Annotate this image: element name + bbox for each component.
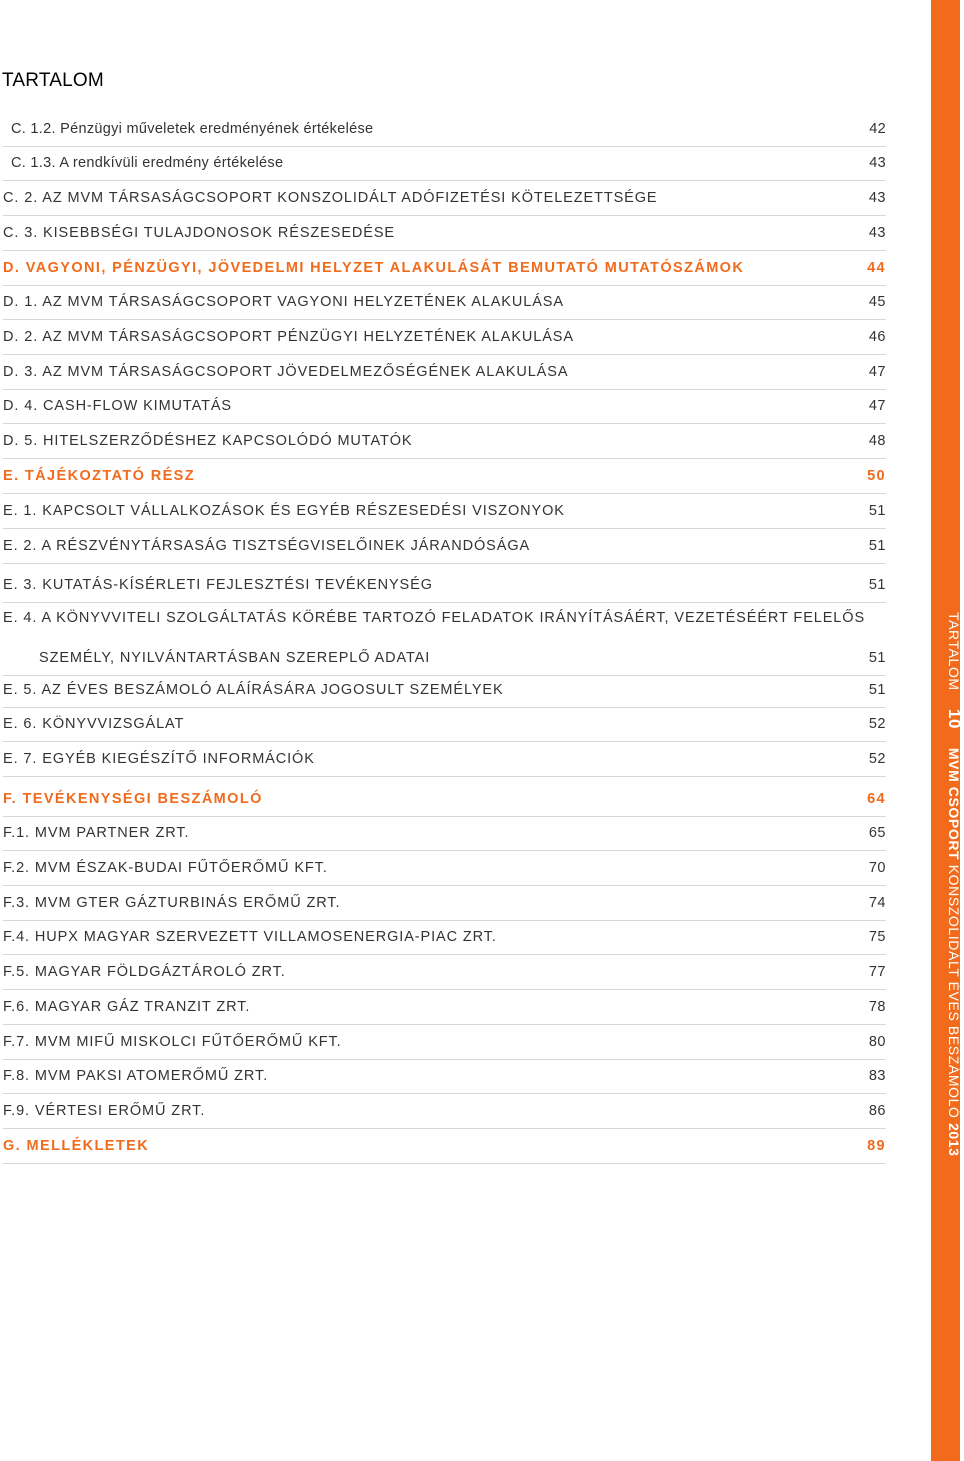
toc-section-page: 50 bbox=[867, 468, 886, 484]
toc-entry-page: 43 bbox=[869, 155, 886, 171]
toc-entry-label-continued: SZEMÉLY, NYILVÁNTARTÁSBAN SZEREPLŐ ADATAI bbox=[39, 650, 431, 666]
toc-section[interactable] bbox=[3, 253, 886, 286]
toc-entry[interactable] bbox=[3, 1027, 886, 1060]
toc-entry-label: F.3. MVM GTER GÁZTURBINÁS ERŐMŰ ZRT. bbox=[3, 895, 341, 911]
toc-entry-page: 86 bbox=[868, 1103, 886, 1119]
toc-entry-label: D. 3. AZ MVM TÁRSASÁGCSOPORT JÖVEDELMEZŐSÉGÉNEK ALAKULÁSA bbox=[3, 364, 569, 380]
toc-entry-page: 51 bbox=[868, 682, 886, 698]
toc-entry-page: 47 bbox=[868, 398, 886, 414]
toc-entry[interactable] bbox=[3, 992, 886, 1025]
toc-entry-label: F.8. MVM PAKSI ATOMERŐMŰ ZRT. bbox=[3, 1068, 269, 1084]
sidebar-report-title: KONSZOLIDÁLT ÉVES BESZÁMOLÓ bbox=[946, 864, 962, 1119]
toc-entry-label: C. 1.2. Pénzügyi műveletek eredményének értékelése bbox=[11, 121, 374, 137]
toc-entry-label: E. 3. KUTATÁS-KÍSÉRLETI FEJLESZTÉSI TEVÉKENYSÉG bbox=[3, 577, 433, 593]
toc-entry-label: F.9. VÉRTESI ERŐMŰ ZRT. bbox=[3, 1103, 206, 1119]
toc-entry-label: E. 4. A KÖNYVVITELI SZOLGÁLTATÁS KÖRÉBE TARTOZÓ FELADATOK IRÁNYÍTÁSÁÉRT, VEZETÉSÉÉRT FELELŐS bbox=[3, 610, 866, 626]
toc-entry-label: F.6. MAGYAR GÁZ TRANZIT ZRT. bbox=[3, 999, 251, 1015]
toc-entry-page: 43 bbox=[868, 190, 886, 206]
toc-entry-label: D. 4. CASH-FLOW KIMUTATÁS bbox=[3, 398, 233, 414]
toc-entry-page: 83 bbox=[868, 1068, 886, 1084]
toc-entry-page: 77 bbox=[868, 964, 886, 980]
toc-entry-label: D. 2. AZ MVM TÁRSASÁGCSOPORT PÉNZÜGYI HELYZETÉNEK ALAKULÁSA bbox=[3, 329, 574, 345]
toc-section-label: F. TEVÉKENYSÉGI BESZÁMOLÓ bbox=[3, 791, 263, 807]
toc-entry-page: 42 bbox=[869, 121, 886, 137]
toc-section[interactable] bbox=[3, 1131, 886, 1164]
toc-entry[interactable] bbox=[3, 183, 886, 216]
toc-entry[interactable] bbox=[3, 218, 886, 251]
toc-entry-page: 46 bbox=[868, 329, 886, 345]
toc-entry-page: 65 bbox=[868, 825, 886, 841]
toc-entry-page: 51 bbox=[868, 538, 886, 554]
toc-entry[interactable] bbox=[3, 675, 886, 708]
toc-section[interactable] bbox=[3, 461, 886, 494]
toc-entry-label: D. 5. HITELSZERZŐDÉSHEZ KAPCSOLÓDÓ MUTATÓK bbox=[3, 433, 413, 449]
toc-entry-page: 51 bbox=[868, 650, 886, 666]
toc-entry[interactable] bbox=[3, 709, 886, 742]
toc-entry[interactable] bbox=[3, 744, 886, 777]
toc-entry[interactable] bbox=[3, 606, 886, 676]
toc-entry[interactable] bbox=[3, 322, 886, 355]
toc-entry[interactable] bbox=[3, 391, 886, 424]
toc-section-label: E. TÁJÉKOZTATÓ RÉSZ bbox=[3, 468, 196, 484]
toc-entry[interactable] bbox=[3, 114, 886, 147]
toc-entry[interactable] bbox=[3, 357, 886, 390]
toc-entry-page: 75 bbox=[868, 929, 886, 945]
toc-entry-label: E. 5. AZ ÉVES BESZÁMOLÓ ALÁÍRÁSÁRA JOGOSULT SZEMÉLYEK bbox=[3, 682, 504, 698]
toc-entry[interactable] bbox=[3, 888, 886, 921]
toc-section-label: G. MELLÉKLETEK bbox=[3, 1138, 150, 1154]
toc-entry-page: 80 bbox=[868, 1034, 886, 1050]
toc-entry[interactable] bbox=[3, 148, 886, 181]
toc-entry-page: 43 bbox=[868, 225, 886, 241]
toc-entry-page: 70 bbox=[868, 860, 886, 876]
toc-entry-label: C. 2. AZ MVM TÁRSASÁGCSOPORT KONSZOLIDÁLT ADÓFIZETÉSI KÖTELEZETTSÉGE bbox=[3, 190, 658, 206]
toc-entry[interactable] bbox=[3, 1061, 886, 1094]
toc-entry-page: 45 bbox=[868, 294, 886, 310]
toc-entry-label: E. 2. A RÉSZVÉNYTÁRSASÁG TISZTSÉGVISELŐINEK JÁRANDÓSÁGA bbox=[3, 538, 531, 554]
toc-entry-page: 74 bbox=[868, 895, 886, 911]
toc-entry-label: F.4. HUPX MAGYAR SZERVEZETT VILLAMOSENERGIA-PIAC ZRT. bbox=[3, 929, 497, 945]
toc-entry-page: 48 bbox=[868, 433, 886, 449]
page-title: TARTALOM bbox=[2, 70, 104, 91]
sidebar-brand: MVM CSOPORT bbox=[946, 747, 962, 861]
toc-entry-label: E. 6. KÖNYVVIZSGÁLAT bbox=[3, 716, 185, 732]
toc-section-page: 44 bbox=[867, 260, 886, 276]
toc-entry-page: 52 bbox=[868, 751, 886, 767]
toc-section-label: D. VAGYONI, PÉNZÜGYI, JÖVEDELMI HELYZET ALAKULÁSÁT BEMUTATÓ MUTATÓSZÁMOK bbox=[3, 260, 745, 276]
sidebar-page-number: 10 bbox=[945, 709, 964, 730]
toc-entry-label: F.7. MVM MIFŰ MISKOLCI FŰTŐERŐMŰ KFT. bbox=[3, 1034, 342, 1050]
toc-entry[interactable] bbox=[3, 570, 886, 603]
toc-entry-page: 47 bbox=[868, 364, 886, 380]
toc-entry-label: E. 1. KAPCSOLT VÁLLALKOZÁSOK ÉS EGYÉB RÉSZESEDÉSI VISZONYOK bbox=[3, 503, 565, 519]
sidebar-section-title: TARTALOM bbox=[946, 612, 962, 691]
toc-entry[interactable] bbox=[3, 922, 886, 955]
toc-entry-page: 52 bbox=[868, 716, 886, 732]
toc-entry[interactable] bbox=[3, 957, 886, 990]
toc-entry[interactable] bbox=[3, 853, 886, 886]
toc-entry-label: C. 1.3. A rendkívüli eredmény értékelése bbox=[11, 155, 284, 171]
toc-entry[interactable] bbox=[3, 426, 886, 459]
toc-section[interactable] bbox=[3, 784, 886, 817]
sidebar-running-header bbox=[944, 612, 964, 1157]
toc-entry[interactable] bbox=[3, 818, 886, 851]
toc-section-page: 64 bbox=[867, 791, 886, 807]
toc-section-page: 89 bbox=[867, 1138, 886, 1154]
toc-entry-label: E. 7. EGYÉB KIEGÉSZÍTŐ INFORMÁCIÓK bbox=[3, 751, 315, 767]
toc-entry-label: F.2. MVM ÉSZAK-BUDAI FŰTŐERŐMŰ KFT. bbox=[3, 860, 328, 876]
toc-entry-label: F.1. MVM PARTNER ZRT. bbox=[3, 825, 190, 841]
toc-entry[interactable] bbox=[3, 1096, 886, 1129]
toc-entry[interactable] bbox=[3, 496, 886, 529]
toc-entry-label: F.5. MAGYAR FÖLDGÁZTÁROLÓ ZRT. bbox=[3, 964, 286, 980]
toc-entry-page: 51 bbox=[868, 503, 886, 519]
toc-entry[interactable] bbox=[3, 531, 886, 564]
toc-entry[interactable] bbox=[3, 287, 886, 320]
toc-entry-label: C. 3. KISEBBSÉGI TULAJDONOSOK RÉSZESEDÉSE bbox=[3, 225, 395, 241]
sidebar-year: 2013 bbox=[946, 1122, 962, 1157]
toc-entry-page: 51 bbox=[868, 577, 886, 593]
toc-entry-label: D. 1. AZ MVM TÁRSASÁGCSOPORT VAGYONI HELYZETÉNEK ALAKULÁSA bbox=[3, 294, 564, 310]
toc-entry-page: 78 bbox=[868, 999, 886, 1015]
